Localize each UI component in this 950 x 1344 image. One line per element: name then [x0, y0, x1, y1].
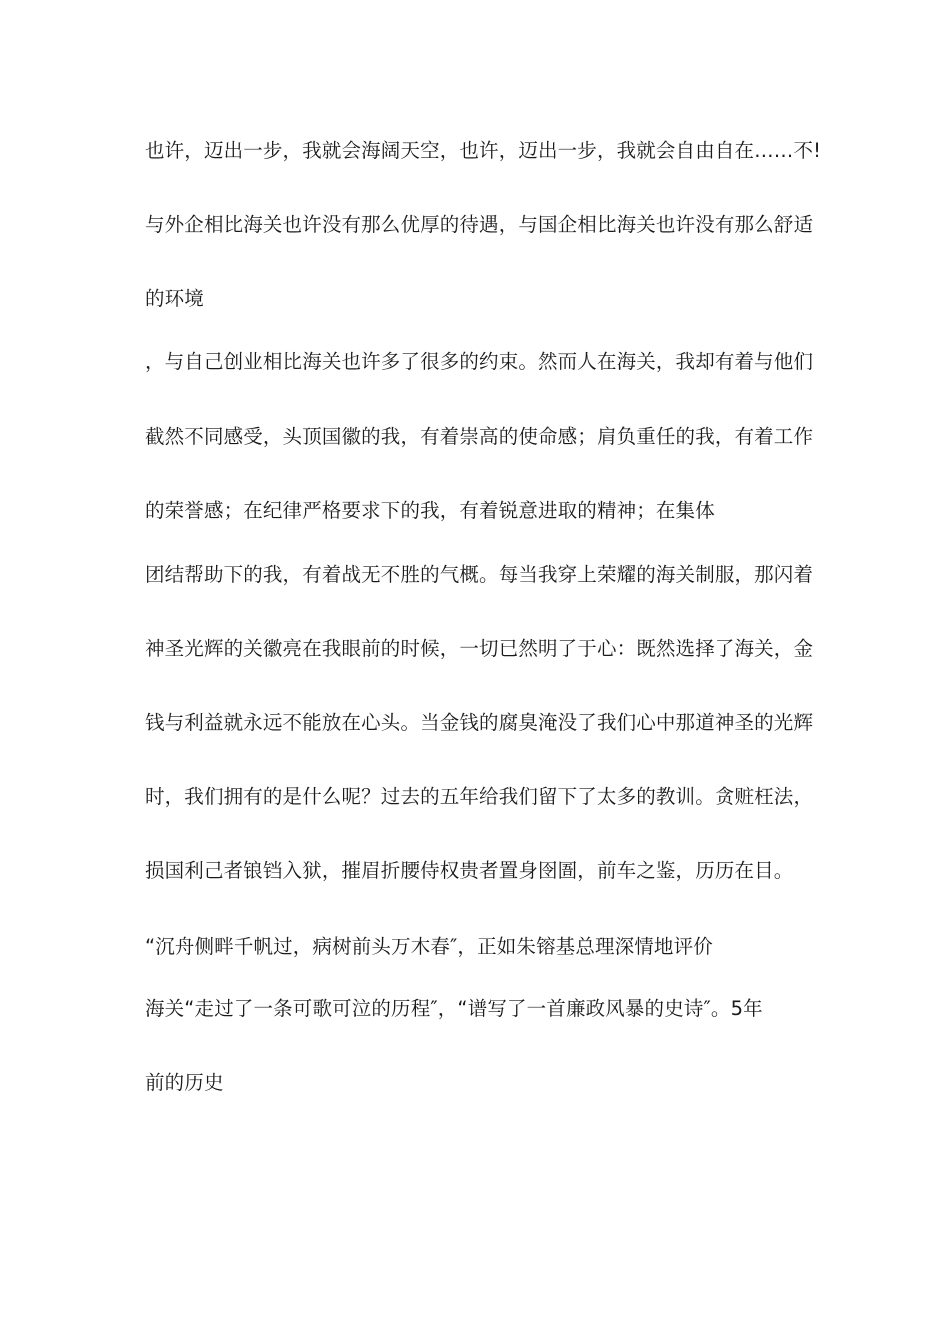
- text-line: 前的历史: [145, 1071, 224, 1094]
- text-line: 海关“走过了一条可歌可泣的历程″，“谱写了一首廉政风暴的史诗″。5年: [145, 997, 763, 1020]
- text-line: 时，我们拥有的是什么呢？过去的五年给我们留下了太多的教训。贪赃枉法，: [145, 785, 814, 808]
- text-line: 神圣光辉的关徽亮在我眼前的时候，一切已然明了于心：既然选择了海关，金: [145, 637, 814, 660]
- text-line: 团结帮助下的我，有着战无不胜的气概。每当我穿上荣耀的海关制服，那闪着: [145, 563, 814, 586]
- text-line: 的环境: [145, 287, 204, 310]
- text-line: ，与自己创业相比海关也许多了很多的约束。然而人在海关，我却有着与他们: [145, 350, 814, 373]
- text-line: 的荣誉感；在纪律严格要求下的我，有着锐意进取的精神；在集体: [145, 499, 715, 522]
- text-line: “沉舟侧畔千帆过，病树前头万木春″，正如朱镕基总理深情地评价: [145, 935, 713, 958]
- text-line: 截然不同感受，头顶国徽的我，有着崇高的使命感；肩负重任的我，有着工作: [145, 425, 814, 448]
- text-line: 与外企相比海关也许没有那么优厚的待遇，与国企相比海关也许没有那么舒适: [145, 213, 814, 236]
- text-line: 钱与利益就永远不能放在心头。当金钱的腐臭淹没了我们心中那道神圣的光辉: [145, 711, 814, 734]
- text-line: 也许，迈出一步，我就会海阔天空，也许，迈出一步，我就会自由自在……不!: [145, 139, 822, 162]
- text-line: 损国利己者锒铛入狱，摧眉折腰侍权贵者置身囹圄，前车之鉴，历历在目。: [145, 859, 794, 882]
